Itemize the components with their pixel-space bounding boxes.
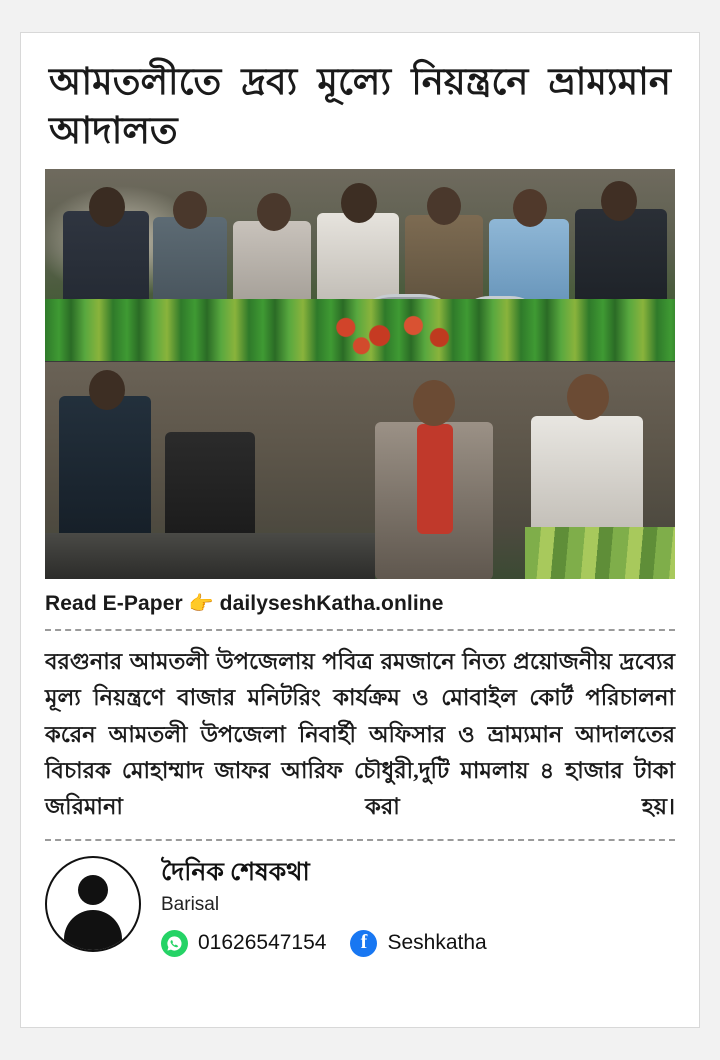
photo-figure-head xyxy=(427,187,461,225)
page-title: আমতলীতে দ্রব্য মূল্যে নিয়ন্ত্রনে ভ্রাম্যমান আদালত xyxy=(49,62,671,152)
whatsapp-number[interactable]: 01626547154 xyxy=(198,931,327,955)
photo-figure-head xyxy=(567,374,609,420)
card-content xyxy=(45,59,675,957)
avatar xyxy=(45,856,141,952)
avatar-body-icon xyxy=(64,910,122,952)
city-label: Barisal xyxy=(161,893,220,915)
pointing-hand-icon: 👉 xyxy=(188,592,214,615)
whatsapp-icon[interactable] xyxy=(161,930,188,957)
facebook-icon[interactable]: f xyxy=(350,930,377,957)
photo-bottom-panel xyxy=(45,362,675,579)
article-body: বরগুনার আমতলী উপজেলায় পবিত্র রমজানে নিত্য প্রয়োজনীয় দ্রব্যের মূল্য নিয়ন্ত্রণে বাজার মনিটরিং কার্যক্রম ও মোবাইল কোর্ট পরিচালনা করেন আমতলী উপজেলা নিবার্হী অফিসার ও ভ্রাম্যমান আদালতের বিচারক মোহাম্মাদ জাফর আরিফ চৌধুরী,দুটি মামলায় ৪ হাজার টাকা জরিমানা করা হয়। xyxy=(45,648,675,820)
epaper-label: Read E-Paper xyxy=(45,591,183,615)
photo-produce-crate xyxy=(525,527,675,579)
contact-row xyxy=(161,930,487,957)
photo-counter xyxy=(45,533,375,579)
epaper-url[interactable]: dailyseshKatha.online xyxy=(219,591,444,615)
photo-figure-head xyxy=(413,380,455,426)
article-photo xyxy=(45,169,675,579)
epaper-line[interactable] xyxy=(45,591,675,616)
photo-figure-head xyxy=(89,370,125,410)
news-card xyxy=(20,32,700,1028)
photo-top-panel xyxy=(45,169,675,361)
photo-figure-shirt xyxy=(417,424,453,534)
footer-info xyxy=(161,856,487,957)
brand-name: দৈনিক শেষকথা xyxy=(161,858,310,886)
photo-tomatoes xyxy=(325,309,455,355)
footer xyxy=(45,856,675,957)
photo-figure-head xyxy=(257,193,291,231)
photo-figure-head xyxy=(173,191,207,229)
photo-figure-head xyxy=(513,189,547,227)
avatar-head-icon xyxy=(78,875,108,905)
divider-top xyxy=(45,629,675,632)
photo-figure-head xyxy=(341,183,377,223)
photo-figure-head xyxy=(89,187,125,227)
facebook-name[interactable]: Seshkatha xyxy=(387,931,487,955)
divider-bottom xyxy=(45,839,675,842)
photo-figure-head xyxy=(601,181,637,221)
